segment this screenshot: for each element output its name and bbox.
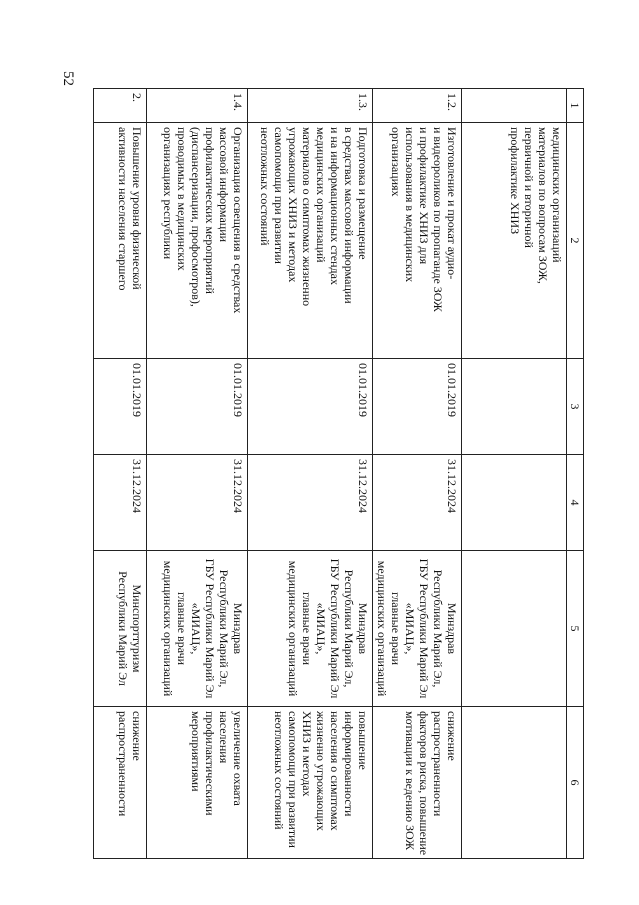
table-row — [248, 89, 373, 859]
cell-text-line: Республики Марий Эл, — [431, 569, 445, 688]
cell-expected-result — [462, 707, 567, 859]
cell-text-line: угрожающих ХНИЗ и методах — [286, 127, 300, 283]
cell-item-number — [462, 89, 567, 123]
cell-text-line: и видеороликов по пропаганде ЗОЖ — [431, 127, 445, 312]
cell-text-line: (диспансеризации, профосмотров), — [189, 127, 203, 307]
cell-text-line: в средствах массовой информации — [342, 127, 356, 304]
cell-text-line: распространенности — [431, 711, 445, 817]
cell-measure-description — [94, 123, 147, 359]
cell-end-date: 31.12.2024 — [373, 455, 462, 551]
cell-text-line: организациях республики — [161, 127, 175, 260]
cell-expected-result — [373, 707, 462, 859]
column-number-header — [567, 89, 584, 859]
cell-text-line: массовой информации — [217, 127, 231, 243]
header-col-1: 1 — [567, 89, 584, 123]
cell-responsible — [462, 551, 567, 707]
measures-table — [93, 88, 584, 859]
cell-end-date — [462, 455, 567, 551]
cell-text-line: увеличение охвата — [231, 711, 245, 806]
table-row — [373, 89, 462, 859]
cell-text-line: самопомощи при развитии — [286, 711, 300, 848]
cell-text-line: ГБУ Республики Марий Эл — [417, 558, 431, 699]
cell-measure-description — [373, 123, 462, 359]
cell-text-line: информированности — [342, 711, 356, 817]
cell-text-line: распространенности — [116, 711, 130, 817]
cell-text-line: медицинских организаций — [550, 127, 564, 263]
header-col-5: 5 — [567, 551, 584, 707]
cell-text-line: ГБУ Республики Марий Эл — [328, 558, 342, 699]
cell-text-line: организациях — [389, 127, 403, 197]
cell-measure-description — [147, 123, 248, 359]
header-col-4: 4 — [567, 455, 584, 551]
cell-text-line: и на информационных стендах — [328, 127, 342, 285]
table-row — [462, 89, 567, 859]
cell-item-number: 1.2. — [373, 89, 462, 123]
cell-text-line: Изготовление и прокат аудио- — [445, 127, 459, 280]
cell-text-line: самопомощи при развитии — [272, 127, 286, 264]
header-col-3: 3 — [567, 359, 584, 455]
cell-expected-result — [147, 707, 248, 859]
cell-text-line: главные врачи — [389, 591, 403, 666]
cell-text-line: медицинских организаций — [286, 560, 300, 697]
cell-text-line: первичной и вторичной — [522, 127, 536, 248]
cell-text-line: профилактике ХНИЗ — [508, 127, 522, 235]
cell-text-line: активности населения старшего — [116, 127, 130, 291]
cell-text-line: Республики Марий Эл, — [342, 569, 356, 688]
cell-measure-description — [248, 123, 373, 359]
cell-text-line: «МИАЦ», — [314, 602, 328, 655]
cell-text-line: Республики Марий Эл — [116, 571, 130, 686]
cell-end-date: 31.12.2024 — [94, 455, 147, 551]
cell-text-line: неотложных состояний — [272, 711, 286, 830]
cell-responsible — [147, 551, 248, 707]
cell-text-line: Организация освещения в средствах — [231, 127, 245, 314]
cell-start-date: 01.01.2019 — [248, 359, 373, 455]
cell-text-line: жизненно угрожающих — [314, 711, 328, 831]
header-col-2: 2 — [567, 123, 584, 359]
cell-text-line: Минздрав — [356, 602, 370, 655]
cell-responsible — [248, 551, 373, 707]
cell-start-date: 01.01.2019 — [147, 359, 248, 455]
cell-text-line: материалов о симптомах жизненно — [300, 127, 314, 307]
cell-text-line: и профилактике ХНИЗ для — [417, 127, 431, 265]
cell-text-line: Минздрав — [445, 602, 459, 655]
cell-text-line: повышение — [356, 711, 370, 770]
page-number: 52 — [60, 71, 76, 86]
cell-text-line: материалов по вопросам ЗОЖ, — [536, 127, 550, 284]
cell-text-line: медицинских организаций — [375, 560, 389, 697]
cell-start-date — [462, 359, 567, 455]
table-row — [147, 89, 248, 859]
cell-text-line: факторов риска, повышение — [417, 711, 431, 856]
cell-start-date: 01.01.2019 — [94, 359, 147, 455]
cell-text-line: медицинских организаций — [314, 127, 328, 263]
cell-text-line: использования в медицинских — [403, 127, 417, 283]
cell-item-number: 1.4. — [147, 89, 248, 123]
cell-item-number: 2. — [94, 89, 147, 123]
cell-text-line: населения — [217, 711, 231, 764]
cell-text-line: ГБУ Республики Марий Эл — [203, 558, 217, 699]
cell-expected-result — [248, 707, 373, 859]
cell-text-line: главные врачи — [175, 591, 189, 666]
cell-text-line: снижение — [445, 711, 459, 761]
header-col-6: 6 — [567, 707, 584, 859]
cell-text-line: медицинских организаций — [161, 560, 175, 697]
cell-responsible — [94, 551, 147, 707]
cell-text-line: Минздрав — [231, 602, 245, 655]
rotated-table-container — [84, 88, 584, 858]
cell-text-line: мотивации к ведению ЗОЖ — [403, 711, 417, 851]
cell-text-line: неотложных состояний — [258, 127, 272, 246]
cell-end-date: 31.12.2024 — [248, 455, 373, 551]
cell-item-number: 1.3. — [248, 89, 373, 123]
cell-text-line: главные врачи — [300, 591, 314, 666]
cell-text-line: проводимых в медицинских — [175, 127, 189, 271]
cell-start-date: 01.01.2019 — [373, 359, 462, 455]
cell-text-line: «МИАЦ», — [403, 602, 417, 655]
cell-measure-description — [462, 123, 567, 359]
cell-text-line: Подготовка и размещение — [356, 127, 370, 260]
cell-text-line: ХНИЗ и методах — [300, 711, 314, 797]
cell-text-line: профилактическими — [203, 711, 217, 816]
cell-text-line: мероприятиями — [189, 711, 203, 792]
cell-text-line: профилактических мероприятий — [203, 127, 217, 294]
cell-text-line: Повышение уровня физической — [130, 127, 144, 290]
cell-end-date: 31.12.2024 — [147, 455, 248, 551]
cell-text-line: снижение — [130, 711, 144, 761]
cell-text-line: «МИАЦ», — [189, 602, 203, 655]
table-row — [94, 89, 147, 859]
cell-text-line: населения о симптомах — [328, 711, 342, 831]
cell-text-line: Минспорттуризм — [130, 584, 144, 673]
cell-text-line: Республики Марий Эл, — [217, 569, 231, 688]
cell-responsible — [373, 551, 462, 707]
cell-expected-result — [94, 707, 147, 859]
